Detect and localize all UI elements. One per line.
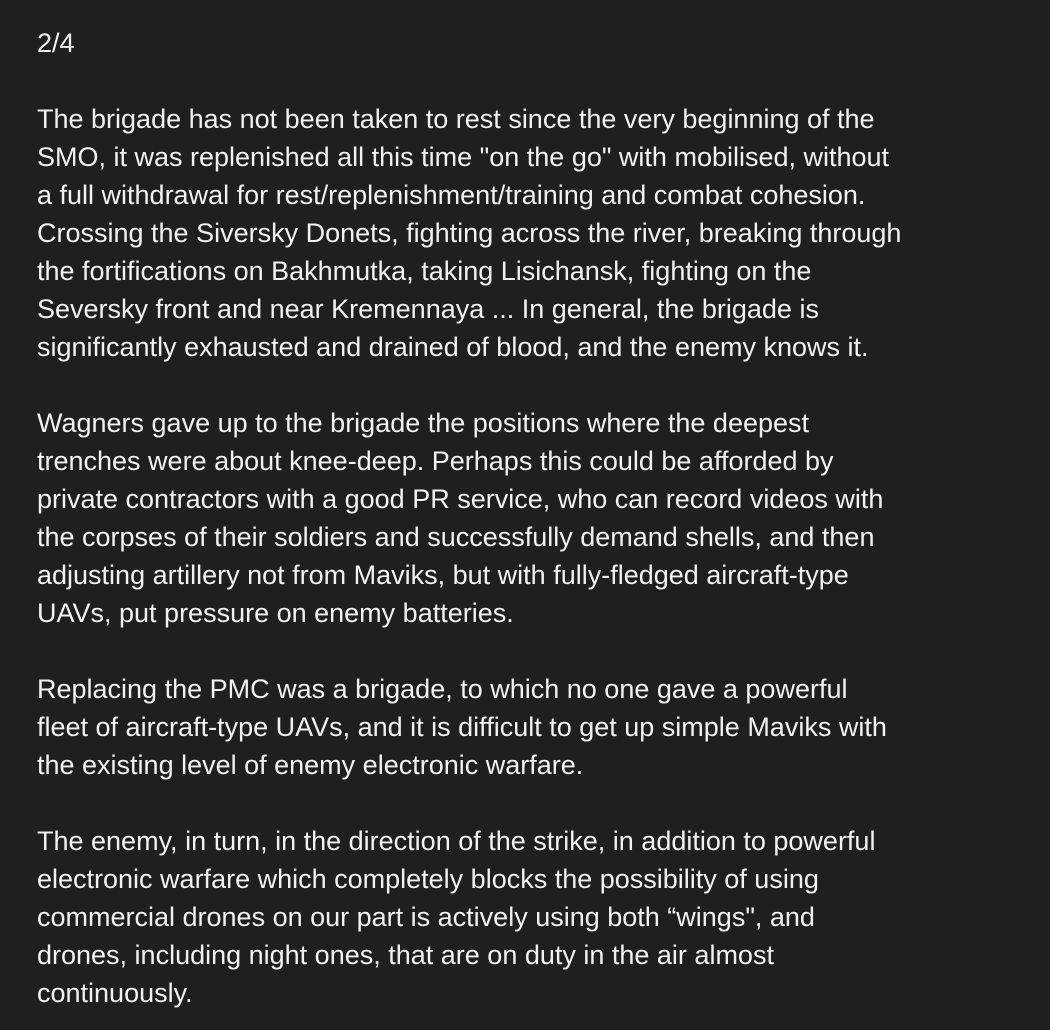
text-line: Seversky front and near Kremennaya ... In general, the brigade is [37, 294, 819, 324]
text-line: The enemy, in turn, in the direction of the strike, in addition to powerful [37, 826, 876, 856]
paragraph-3 [37, 670, 1040, 784]
text-line: the fortifications on Bakhmutka, taking Lisichansk, fighting on the [37, 256, 812, 286]
text-line: significantly exhausted and drained of blood, and the enemy knows it. [37, 332, 869, 362]
text-line: electronic warfare which completely blocks the possibility of using [37, 864, 819, 894]
text-line: commercial drones on our part is actively using both “wings", and [37, 902, 815, 932]
text-line: continuously. [37, 978, 193, 1008]
paragraph-1 [37, 100, 1040, 366]
paragraph-4 [37, 822, 1040, 1012]
text-line: trenches were about knee-deep. Perhaps this could be afforded by [37, 446, 834, 476]
text-line: the corpses of their soldiers and successfully demand shells, and then [37, 522, 875, 552]
page-counter: 2/4 [37, 28, 75, 58]
text-line: adjusting artillery not from Maviks, but with fully-fledged aircraft-type [37, 560, 849, 590]
text-line: Replacing the PMC was a brigade, to which no one gave a powerful [37, 674, 848, 704]
text-line: a full withdrawal for rest/replenishment/training and combat cohesion. [37, 180, 866, 210]
paragraph-2 [37, 404, 1040, 632]
text-line: the existing level of enemy electronic warfare. [37, 750, 584, 780]
message-body [37, 24, 1040, 1012]
text-line: UAVs, put pressure on enemy batteries. [37, 598, 514, 628]
text-line: The brigade has not been taken to rest since the very beginning of the [37, 104, 875, 134]
text-line: fleet of aircraft-type UAVs, and it is difficult to get up simple Maviks with [37, 712, 887, 742]
text-line: Wagners gave up to the brigade the positions where the deepest [37, 408, 810, 438]
text-line: drones, including night ones, that are on duty in the air almost [37, 940, 774, 970]
text-line: SMO, it was replenished all this time "on the go" with mobilised, without [37, 142, 890, 172]
text-line: Crossing the Siversky Donets, fighting across the river, breaking through [37, 218, 902, 248]
text-line: private contractors with a good PR service, who can record videos with [37, 484, 884, 514]
